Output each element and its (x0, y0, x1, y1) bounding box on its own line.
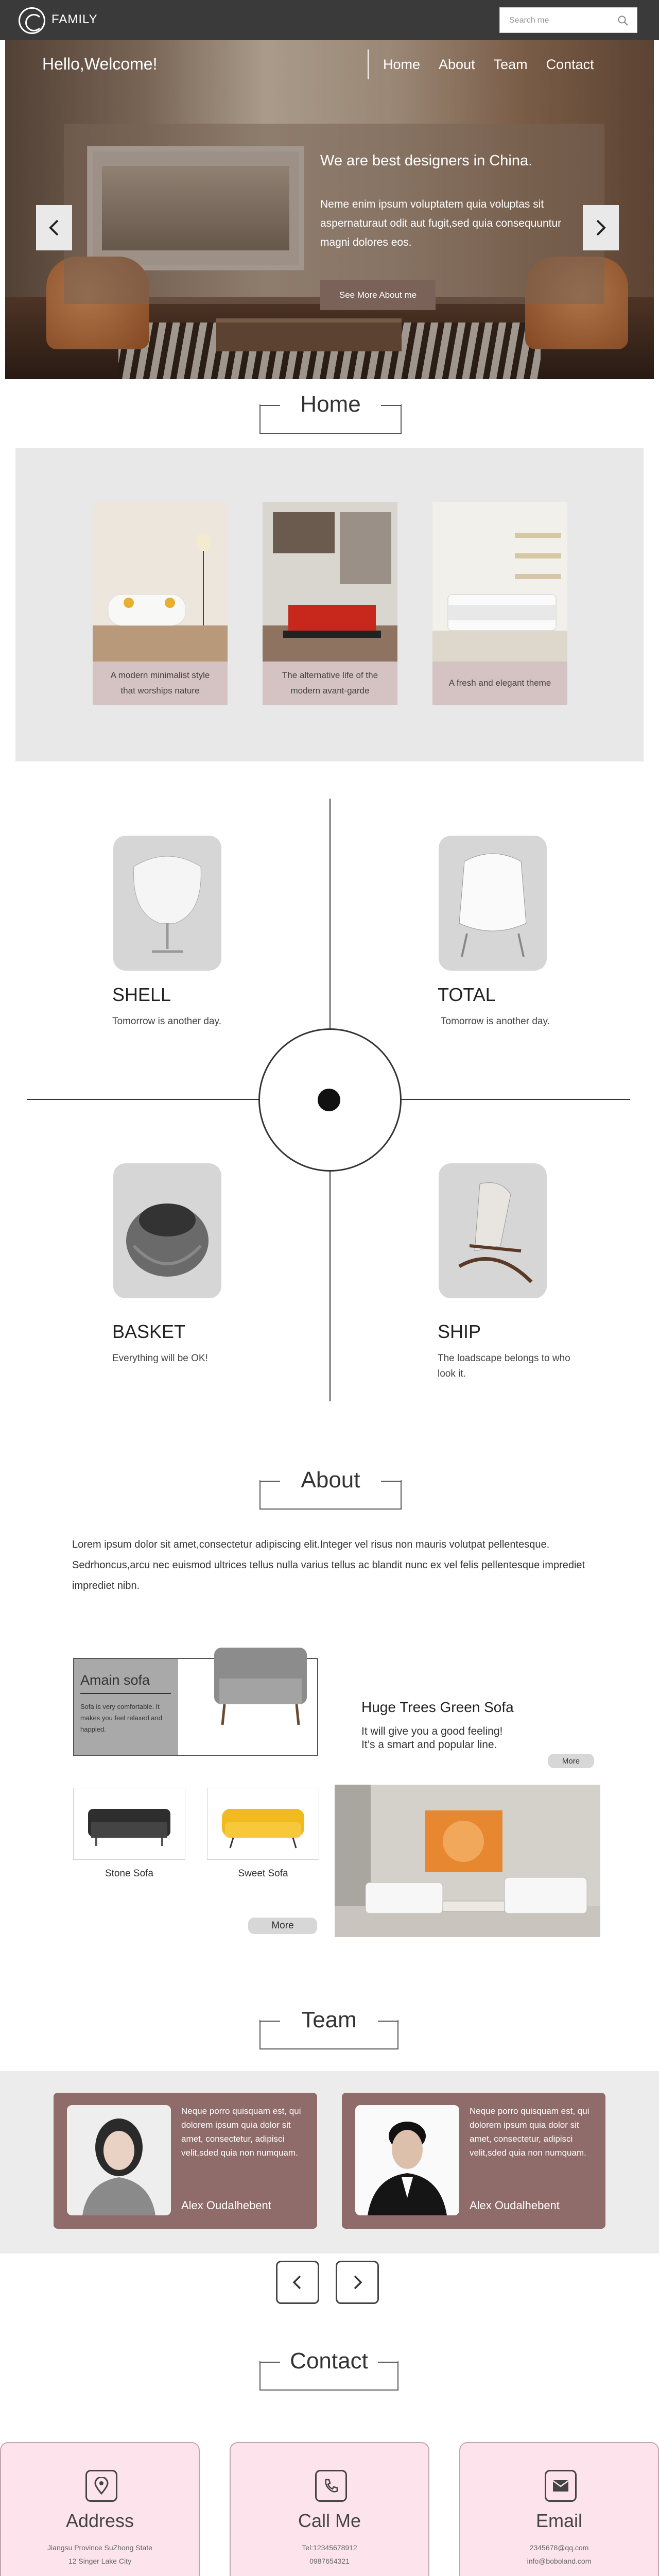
sweet-sofa-label: Sweet Sofa (238, 1868, 288, 1879)
amain-underline (80, 1693, 171, 1694)
search-input[interactable] (509, 14, 612, 27)
team-member-name: Alex Oudalhebent (181, 2199, 271, 2212)
home-card-caption: The alternative life of the modern avant-garde (263, 662, 397, 705)
team-avatar-man (355, 2105, 459, 2215)
huge-sofa-title: Huge Trees Green Sofa (361, 1699, 514, 1715)
hero-next-button[interactable] (583, 205, 619, 250)
contact-title-email: Email (535, 2510, 583, 2531)
amain-title: Amain sofa (80, 1672, 150, 1688)
mail-icon (545, 2470, 577, 2502)
hero-banner (5, 40, 654, 379)
home-card-image (93, 502, 228, 662)
contact-heading-frame (259, 2348, 398, 2391)
nav-team[interactable]: Team (493, 56, 528, 72)
contact-detail-email: 2345678@qq.com info@boboland.com (527, 2544, 592, 2565)
family-logo-icon[interactable] (19, 7, 45, 34)
product-image-total[interactable] (439, 836, 547, 971)
product-subtitle-basket: Everything will be OK! (112, 1353, 208, 1364)
amain-sofa-image[interactable] (204, 1637, 317, 1730)
contact-heading: Contact (285, 2348, 373, 2374)
team-member-desc: Neque porro quisquam est, qui dolorem ipsum quia dolor sit amet, consectetur, adipisci velit,sded quia non numquam. (181, 2106, 301, 2158)
hero-prev-button[interactable] (36, 205, 72, 250)
product-subtitle-ship: The loadscape belongs to who look it. (438, 1353, 570, 1379)
home-card-image (263, 502, 397, 662)
product-title-basket: BASKET (112, 1321, 186, 1342)
chevron-left-icon (46, 217, 62, 238)
hero-body: Neme enim ipsum voluptatem quia voluptas sit aspernaturaut odit aut fugit,sed quia consequuntur magni dolores eos. (320, 198, 562, 248)
main-nav (368, 49, 594, 79)
team-member-desc: Neque porro quisquam est, qui dolorem ipsum quia dolor sit amet, consectetur, adipisci velit,sded quia non numquam. (470, 2106, 589, 2158)
home-card-3[interactable] (432, 502, 567, 705)
product-subtitle-shell: Tomorrow is another day. (112, 1016, 221, 1027)
sweet-sofa-image (207, 1788, 319, 1859)
sweet-sofa-card[interactable] (207, 1788, 319, 1860)
more-button-small[interactable]: More (548, 1754, 594, 1768)
search-icon[interactable] (617, 15, 629, 26)
contact-detail-address: Jiangsu Province SuZhong State 12 Singer Lake City (47, 2544, 152, 2565)
shell-chair-icon (113, 836, 221, 971)
chevron-right-icon (350, 2273, 365, 2292)
nav-contact[interactable]: Contact (546, 56, 594, 72)
home-card-image (432, 502, 567, 662)
more-button[interactable]: More (248, 1918, 317, 1934)
living-room-photo (335, 1785, 600, 1937)
product-image-shell[interactable] (113, 836, 221, 971)
home-heading-frame (259, 392, 402, 434)
map-pin-icon (85, 2470, 117, 2502)
home-card-2[interactable] (263, 502, 397, 705)
search-box (499, 7, 637, 33)
about-heading: About (296, 1467, 366, 1493)
contact-detail-call: Tel:12345678912 0987654321 (302, 2544, 357, 2565)
stone-sofa-card[interactable] (73, 1788, 185, 1860)
home-card-caption: A fresh and elegant theme (432, 662, 567, 705)
product-title-ship: SHIP (438, 1321, 481, 1342)
hero-title: We are best designers in China. (320, 152, 533, 169)
team-heading-frame (259, 2007, 398, 2049)
see-more-button[interactable]: See More About me (320, 280, 436, 310)
contact-card-call[interactable] (230, 2442, 429, 2576)
product-title-shell: SHELL (112, 984, 171, 1005)
home-card-caption: A modern minimalist style that worships nature (93, 662, 228, 705)
product-image-basket[interactable] (113, 1163, 221, 1298)
team-avatar-woman (67, 2105, 171, 2215)
team-member-name: Alex Oudalhebent (470, 2199, 560, 2212)
contact-title-call: Call Me (298, 2510, 361, 2531)
total-chair-icon (439, 836, 547, 971)
center-dot (318, 1089, 340, 1111)
stone-sofa-image (74, 1788, 185, 1859)
about-heading-frame (259, 1467, 402, 1510)
product-image-ship[interactable] (439, 1163, 547, 1298)
team-heading: Team (296, 2007, 362, 2033)
amain-description: Sofa is very comfortable. It makes you feel relaxed and happied. (80, 1703, 162, 1733)
team-prev-button[interactable] (276, 2261, 319, 2304)
hero-welcome: Hello,Welcome! (42, 55, 158, 73)
team-next-button[interactable] (336, 2261, 379, 2304)
contact-card-email[interactable] (459, 2442, 659, 2576)
chevron-right-icon (593, 217, 609, 238)
contact-title-address: Address (65, 2510, 134, 2531)
phone-icon (315, 2470, 347, 2502)
product-subtitle-total: Tomorrow is another day. (441, 1016, 550, 1027)
stone-sofa-label: Stone Sofa (105, 1868, 154, 1879)
nav-about[interactable]: About (439, 56, 475, 72)
team-card-2[interactable] (342, 2093, 605, 2229)
logo-text[interactable]: FAMILY (51, 12, 98, 26)
basket-chair-icon (113, 1163, 221, 1298)
home-card-1[interactable] (93, 502, 228, 705)
team-card-1[interactable] (54, 2093, 317, 2229)
contact-card-address[interactable] (0, 2442, 200, 2576)
nav-home[interactable]: Home (383, 56, 421, 72)
chevron-left-icon (290, 2273, 305, 2292)
about-paragraph: Lorem ipsum dolor sit amet,consectetur adipiscing elit.Integer vel risus non mauris volutpat pellentesque. Sedrhoncus,arcu nec euismod ultrices tellus nulla varius tellus ac blandit nunc ex vel felis pellentesque imprediet imprediet nibn. (72, 1539, 585, 1591)
ship-chair-icon (439, 1163, 547, 1298)
top-bar (0, 0, 659, 40)
product-title-total: TOTAL (438, 984, 496, 1005)
huge-sofa-body: It will give you a good feeling! It’s a smart and popular line. (361, 1725, 503, 1751)
home-heading: Home (295, 392, 366, 417)
